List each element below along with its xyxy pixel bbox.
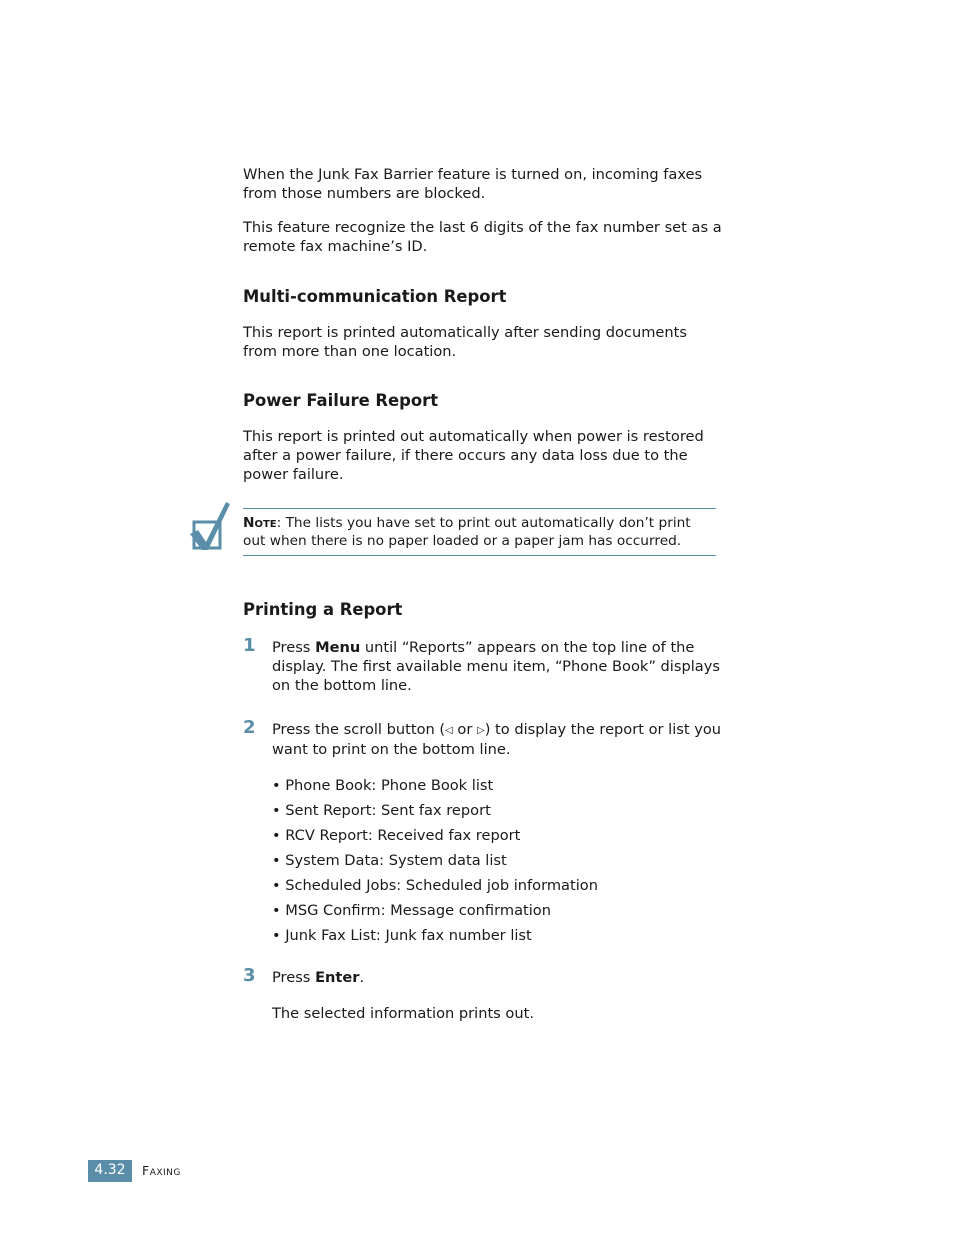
enter-key-label: Enter (315, 969, 360, 986)
intro-paragraph-2: This feature recognize the last 6 digits of the fax number set as a remote fax machine’s ID. (243, 219, 722, 255)
intro-paragraph-1: When the Junk Fax Barrier feature is turned on, incoming faxes from those numbers are blocked. (243, 166, 703, 202)
list-item: • RCV Report: Received fax report (272, 827, 521, 844)
multi-comm-heading: Multi-communication Report (243, 287, 507, 306)
step-3-result: The selected information prints out. (272, 1005, 534, 1022)
step-2-pre: Press the scroll button ( (272, 721, 446, 738)
power-failure-body: This report is printed out automatically when power is restored after a power failure, if there occurs any data loss due to the power failure. (243, 428, 704, 483)
step-2-number: 2 (243, 717, 256, 738)
list-item: • System Data: System data list (272, 852, 507, 869)
note-box (243, 508, 716, 556)
note-text (243, 515, 716, 550)
right-arrow-icon: ▷ (477, 725, 485, 736)
step-3-post: . (359, 969, 365, 986)
step-2-post: ) to display the report or list you want to print on the bottom line. (272, 721, 722, 758)
page-number: 4.32 (88, 1160, 132, 1182)
checkmark-note-icon (186, 498, 234, 554)
list-item: • Scheduled Jobs: Scheduled job information (272, 877, 598, 894)
step-3-number: 3 (243, 965, 256, 986)
report-list (272, 773, 598, 948)
step-2-text (272, 720, 722, 759)
note-body: : The lists you have set to print out automatically don’t print out when there is no paper loaded or a paper jam has occurred. (243, 515, 691, 549)
menu-key-label: Menu (315, 639, 361, 656)
list-item: • Phone Book: Phone Book list (272, 777, 494, 794)
list-item: • Sent Report: Sent fax report (272, 802, 491, 819)
section-label: Faxing (142, 1163, 181, 1178)
note-label: Note (243, 515, 277, 531)
step-3-pre: Press (272, 969, 316, 986)
multi-comm-body: This report is printed automatically after sending documents from more than one location. (243, 324, 687, 360)
step-3-text (272, 968, 722, 987)
power-failure-heading: Power Failure Report (243, 391, 439, 410)
step-1-post: until “Reports” appears on the top line of the display. The first available menu item, “Phone Book” displays on the bottom line. (272, 639, 720, 694)
step-1-text (272, 638, 722, 695)
printing-heading: Printing a Report (243, 600, 403, 619)
step-1-pre: Press (272, 639, 316, 656)
left-arrow-icon: ◁ (445, 725, 453, 736)
list-item: • Junk Fax List: Junk fax number list (272, 927, 532, 944)
list-item: • MSG Confirm: Message confirmation (272, 902, 551, 919)
step-2-or: or (452, 721, 478, 738)
step-1-number: 1 (243, 635, 256, 656)
